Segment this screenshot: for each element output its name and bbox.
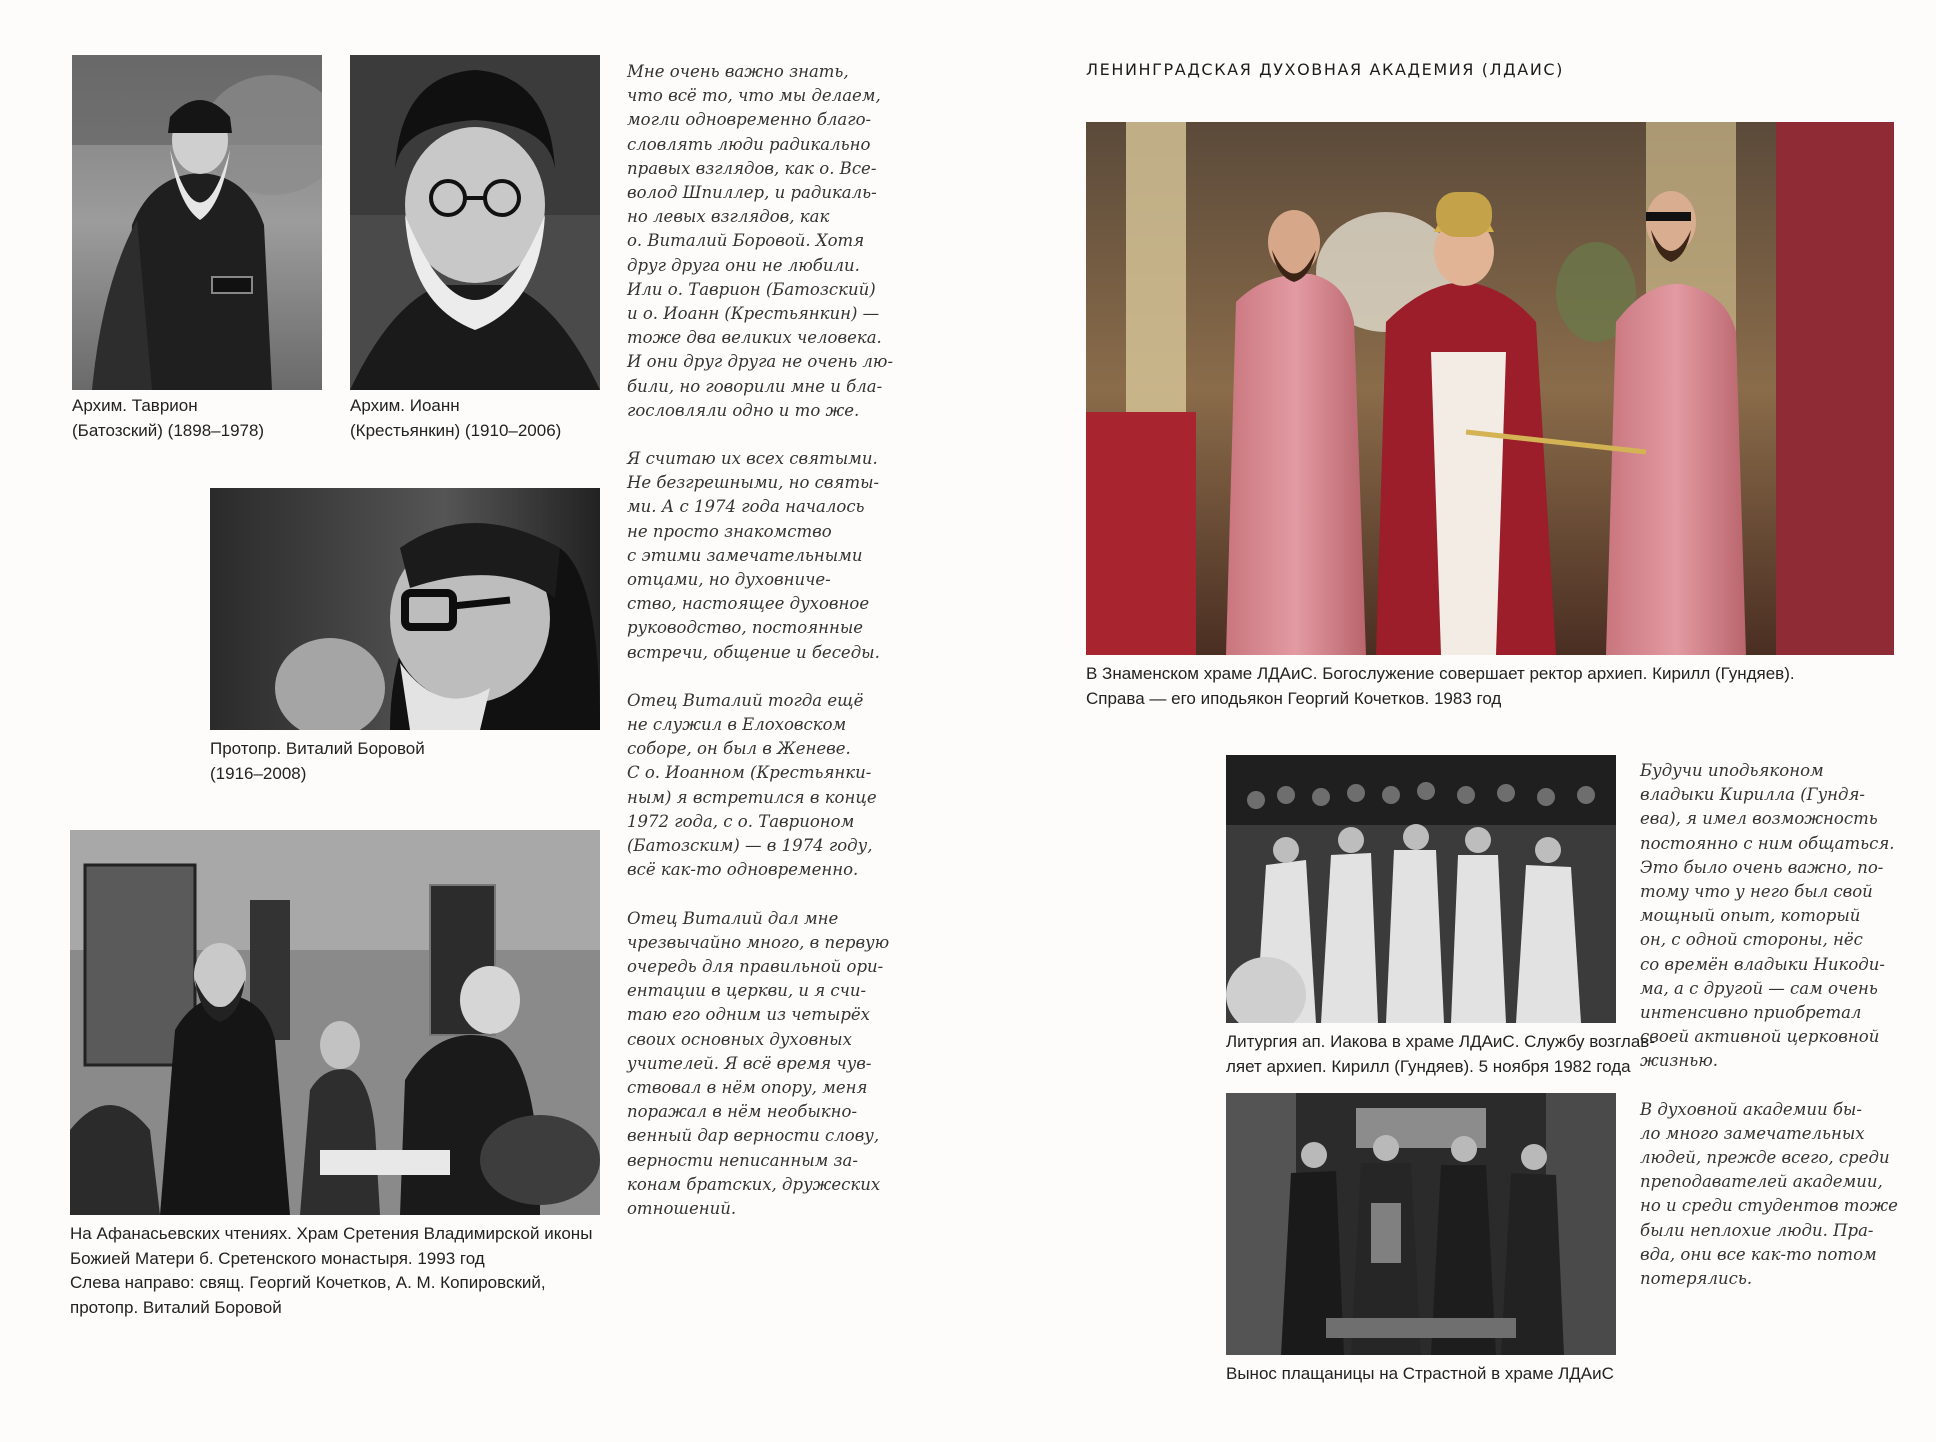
caption-line: (Батозский) (1898–1978) [72, 420, 265, 440]
caption-tavrion [72, 394, 264, 443]
caption-line: Вынос плащаницы на Страстной в храме ЛДАиС [1226, 1364, 1614, 1383]
text-line: могли одновременно благо- [627, 110, 872, 130]
caption-line: Протопр. Виталий Боровой [210, 739, 425, 758]
text-line: соборе, он был в Женеве. [627, 739, 851, 759]
caption-line: протопр. Виталий Боровой [70, 1297, 282, 1317]
text-line: ми. А с 1974 года началось [627, 497, 865, 517]
text-line: мощный опыт, который [1640, 906, 1861, 926]
text-line: Не безгрешными, но святы- [627, 473, 880, 493]
text-line: поражал в нём необыкно- [627, 1102, 858, 1122]
text-line: интенсивно приобретал [1640, 1003, 1862, 1023]
text-line: 1972 года, с о. Таврионом [627, 811, 855, 831]
text-line: Будучи иподьяконом [1640, 761, 1824, 780]
text-line: Отец Виталий тогда ещё [627, 690, 864, 710]
text-line: ствовал в нём опору, меня [627, 1077, 868, 1097]
text-line: Отец Виталий дал мне [627, 908, 839, 928]
text-line: ева), я имел возможность [1640, 809, 1878, 829]
text-line: венный дар верности слову, [627, 1126, 880, 1146]
text-line: С о. Иоанном (Крестьянки- [627, 763, 872, 783]
text-line: жизнью. [1640, 1051, 1719, 1071]
text-line: конам братских, дружеских [627, 1174, 881, 1194]
photo-ioann [350, 55, 600, 390]
text-line: не служил в Елоховском [627, 715, 847, 735]
caption-znamensky-church [1086, 662, 1795, 711]
caption-line: Справа — его иподьякон Георгий Кочетков. 1983 год [1086, 688, 1502, 708]
photo-borovoy [210, 488, 600, 730]
text-line: Я считаю их всех святыми. [627, 449, 878, 469]
text-line: ентации в церкви, и я счи- [627, 981, 867, 1001]
text-line: очередь для правильной ори- [627, 956, 884, 976]
text-line: тоже два великих человека. [627, 328, 882, 348]
photo-znamensky-church [1086, 122, 1894, 655]
caption-shroud-procession [1226, 1362, 1614, 1387]
caption-line: На Афанасьевских чтениях. Храм Сретения Владимирской иконы [70, 1224, 593, 1243]
text-line: были неплохие люди. Пра- [1640, 1220, 1874, 1240]
text-line: ло много замечательных [1640, 1123, 1865, 1143]
caption-line: Литургия ап. Иакова в храме ЛДАиС. Службу возглав- [1226, 1032, 1655, 1051]
text-line: В духовной академии бы- [1640, 1099, 1862, 1119]
text-line: гословляли одно и то же. [627, 400, 860, 420]
text-line: Это было очень важно, по- [1640, 857, 1884, 877]
text-line: о. Виталий Боровой. Хотя [627, 231, 865, 251]
caption-ioann [350, 394, 561, 443]
left-text-column [627, 60, 893, 1221]
text-line: ным) я встретился в конце [627, 787, 877, 807]
text-line: постоянно с ним общаться. [1640, 833, 1895, 853]
text-line: друг друга они не любили. [627, 255, 860, 275]
caption-liturgy-james [1226, 1030, 1655, 1079]
text-line: всё как-то одновременно. [627, 860, 859, 880]
text-line: он, с одной стороны, нёс [1640, 930, 1863, 950]
caption-line: Божией Матери б. Сретенского монастыря. 1993 год [70, 1248, 485, 1268]
text-line: (Батозским) — в 1974 году, [627, 836, 873, 856]
text-line: вда, они все как-то потом [1640, 1244, 1877, 1264]
text-line: Мне очень важно знать, [627, 62, 849, 81]
text-line: ство, настоящее духовное [627, 594, 870, 614]
paragraph [627, 447, 893, 665]
paragraph [627, 60, 893, 423]
caption-line: ляет архиеп. Кирилл (Гундяев). 5 ноября 1982 года [1226, 1056, 1631, 1076]
right-text-column [1640, 759, 1898, 1291]
text-line: что всё то, что мы делаем, [627, 86, 881, 106]
caption-line: В Знаменском храме ЛДАиС. Богослужение совершает ректор архиеп. Кирилл (Гундяев). [1086, 664, 1795, 683]
text-line: отцами, но духовниче- [627, 570, 831, 590]
text-line: ма, а с другой — сам очень [1640, 978, 1878, 998]
photo-afanasiev-readings [70, 830, 600, 1215]
caption-line: Архим. Иоанн [350, 396, 460, 415]
caption-afanasiev-readings [70, 1222, 592, 1320]
text-line: но и среди студентов тоже [1640, 1196, 1898, 1216]
caption-line: (1916–2008) [210, 763, 307, 783]
text-line: владыки Кирилла (Гундя- [1640, 785, 1866, 805]
text-line: потерялись. [1640, 1269, 1753, 1289]
text-line: со времён владыки Никоди- [1640, 954, 1885, 974]
text-line: И они друг друга не очень лю- [627, 352, 894, 372]
paragraph [1640, 1098, 1898, 1292]
paragraph [627, 689, 893, 883]
text-line: волод Шпиллер, и радикаль- [627, 183, 877, 203]
caption-line: (Крестьянкин) (1910–2006) [350, 420, 562, 440]
text-line: не просто знакомство [627, 521, 832, 541]
photo-liturgy-james [1226, 755, 1616, 1023]
caption-line: Архим. Таврион [72, 396, 198, 415]
caption-borovoy [210, 737, 425, 786]
text-line: били, но говорили мне и бла- [627, 376, 883, 396]
text-line: тому что у него был свой [1640, 882, 1873, 902]
caption-line: Слева направо: свящ. Георгий Кочетков, А. М. Копировский, [70, 1273, 546, 1292]
text-line: своих основных духовных [627, 1029, 852, 1049]
text-line: чрезвычайно много, в первую [627, 932, 890, 952]
text-line: верности неписанным за- [627, 1150, 858, 1170]
text-line: преподавателей академии, [1640, 1172, 1883, 1192]
paragraph [1640, 759, 1898, 1074]
running-header: ЛЕНИНГРАДСКАЯ ДУХОВНАЯ АКАДЕМИЯ (ЛДАИС) [1086, 60, 1565, 79]
text-line: Или о. Таврион (Батозский) [627, 279, 876, 299]
text-line: с этими замечательными [627, 545, 863, 565]
text-line: правых взглядов, как о. Все- [627, 158, 877, 178]
text-line: руководство, постоянные [627, 618, 864, 638]
photo-shroud-procession [1226, 1093, 1616, 1355]
text-line: своей активной церковной [1640, 1027, 1880, 1047]
text-line: учителей. Я всё время чув- [627, 1053, 872, 1073]
text-line: встречи, общение и беседы. [627, 642, 880, 662]
photo-tavrion [72, 55, 322, 390]
text-line: людей, прежде всего, среди [1640, 1148, 1890, 1168]
text-line: но левых взглядов, как [627, 207, 830, 227]
text-line: таю его одним из четырёх [627, 1005, 870, 1025]
text-line: и о. Иоанн (Крестьянкин) — [627, 304, 880, 324]
paragraph [627, 907, 893, 1222]
text-line: отношений. [627, 1198, 737, 1218]
text-line: словлять люди радикально [627, 134, 871, 154]
